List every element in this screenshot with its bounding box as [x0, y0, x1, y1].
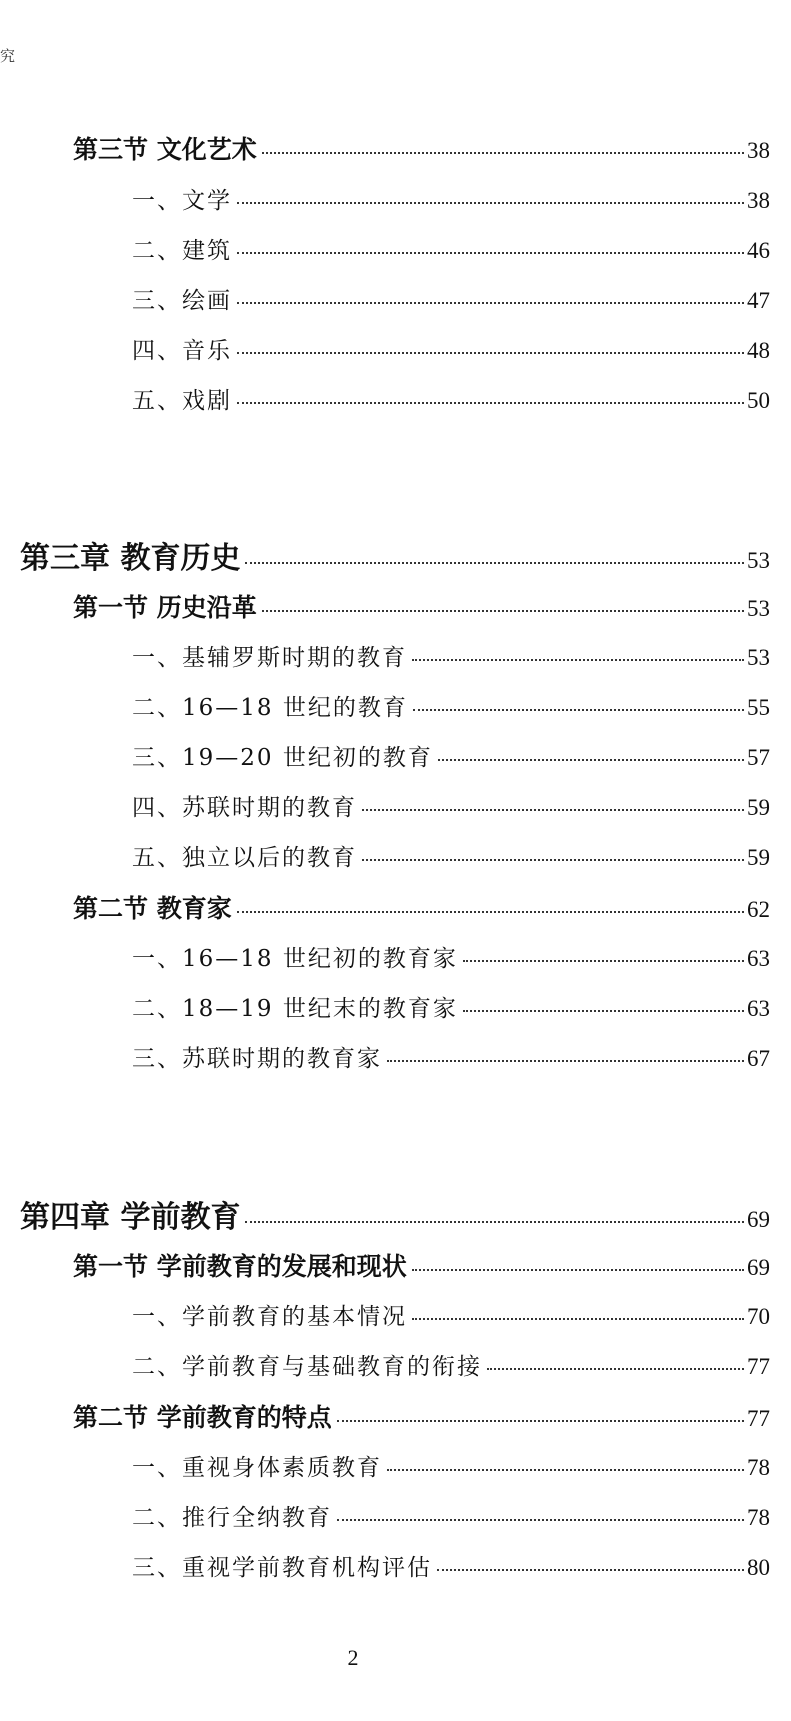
page-number: 2: [347, 1645, 359, 1670]
dot-leader: [337, 1519, 744, 1521]
toc-item-row[interactable]: [132, 1549, 770, 1582]
toc-chapter-title: 第三章 教育历史: [20, 541, 241, 576]
toc-section-title: 第三节 文化艺术: [73, 135, 257, 164]
toc-item-row[interactable]: [132, 789, 770, 822]
toc-section-row[interactable]: [73, 130, 770, 166]
toc-page-number: 53: [747, 645, 770, 670]
toc-section-title: 第二节 教育家: [73, 894, 232, 923]
toc-item-title: 四、苏联时期的教育: [132, 795, 357, 821]
toc-item-row[interactable]: [132, 1348, 770, 1381]
dot-leader: [437, 1569, 744, 1571]
toc-page-number: 62: [747, 897, 770, 922]
toc-item-title: 三、重视学前教育机构评估: [132, 1555, 432, 1581]
toc-item-row[interactable]: [132, 639, 770, 672]
toc-page-number: 38: [747, 138, 770, 163]
toc-item-title: 二、学前教育与基础教育的衔接: [132, 1354, 482, 1380]
toc-page-number: 63: [747, 946, 770, 971]
toc-item-row[interactable]: [132, 382, 770, 415]
toc-item-title: 三、绘画: [132, 288, 232, 314]
toc-page-number: 48: [747, 338, 770, 363]
toc-section-title: 第一节 历史沿革: [73, 593, 257, 622]
toc-page-number: 63: [747, 996, 770, 1021]
dot-leader: [438, 759, 744, 761]
toc-page-number: 53: [747, 548, 770, 573]
toc-item-title: 二、推行全纳教育: [132, 1505, 332, 1531]
toc-item-title: 一、文学: [132, 188, 232, 214]
toc-page-number: 67: [747, 1046, 770, 1071]
running-header-fragment: 究: [0, 47, 16, 65]
toc-item-row[interactable]: [132, 739, 770, 772]
dot-leader: [387, 1060, 744, 1062]
toc-item-row[interactable]: [132, 182, 770, 215]
toc-item-title: 一、16—18 世纪初的教育家: [132, 946, 458, 972]
toc-item-row[interactable]: [132, 839, 770, 872]
dot-leader: [412, 1269, 744, 1271]
dot-leader: [237, 252, 744, 254]
toc-section-row[interactable]: [73, 588, 770, 624]
toc-page-number: 57: [747, 745, 770, 770]
toc-item-row[interactable]: [132, 1298, 770, 1331]
toc-item-row[interactable]: [132, 332, 770, 365]
dot-leader: [387, 1469, 744, 1471]
dot-leader: [413, 709, 744, 711]
toc-page-number: 69: [747, 1207, 770, 1232]
toc-item-title: 五、戏剧: [132, 388, 232, 414]
toc-page-number: 78: [747, 1455, 770, 1480]
dot-leader: [362, 809, 744, 811]
dot-leader: [412, 1318, 744, 1320]
toc-item-row[interactable]: [132, 990, 770, 1023]
toc-item-title: 二、建筑: [132, 238, 232, 264]
dot-leader: [262, 610, 744, 612]
dot-leader: [245, 562, 744, 564]
toc-item-title: 二、18—19 世纪末的教育家: [132, 996, 458, 1022]
toc-item-title: 三、苏联时期的教育家: [132, 1046, 382, 1072]
toc-page-number: 38: [747, 188, 770, 213]
toc-section-row[interactable]: [73, 889, 770, 925]
toc-page-number: 59: [747, 795, 770, 820]
toc-item-title: 一、基辅罗斯时期的教育: [132, 645, 407, 671]
toc-item-title: 四、音乐: [132, 338, 232, 364]
dot-leader: [463, 1010, 744, 1012]
toc-page-number: 80: [747, 1555, 770, 1580]
toc-section-title: 第二节 学前教育的特点: [73, 1403, 332, 1432]
toc-item-row[interactable]: [132, 232, 770, 265]
toc-page-number: 78: [747, 1505, 770, 1530]
dot-leader: [262, 152, 744, 154]
toc-item-title: 二、16—18 世纪的教育: [132, 695, 408, 721]
toc-item-title: 一、重视身体素质教育: [132, 1455, 382, 1481]
toc-item-title: 五、独立以后的教育: [132, 845, 357, 871]
toc-page-number: 46: [747, 238, 770, 263]
toc-section-title: 第一节 学前教育的发展和现状: [73, 1252, 407, 1281]
toc-page-number: 50: [747, 388, 770, 413]
toc-page-number: 70: [747, 1304, 770, 1329]
toc-chapter-title: 第四章 学前教育: [20, 1200, 241, 1235]
dot-leader: [487, 1368, 744, 1370]
toc-item-row[interactable]: [132, 282, 770, 315]
toc-item-row[interactable]: [132, 1040, 770, 1073]
dot-leader: [237, 352, 744, 354]
toc-section-row[interactable]: [73, 1247, 770, 1283]
toc-page-number: 69: [747, 1255, 770, 1280]
toc-chapter-row[interactable]: [20, 1192, 770, 1236]
toc-page-number: 77: [747, 1354, 770, 1379]
toc-page-number: 59: [747, 845, 770, 870]
dot-leader: [237, 202, 744, 204]
dot-leader: [337, 1420, 744, 1422]
toc-page-number: 53: [747, 596, 770, 621]
dot-leader: [237, 302, 744, 304]
toc-item-title: 一、学前教育的基本情况: [132, 1304, 407, 1330]
dot-leader: [237, 911, 744, 913]
toc-item-title: 三、19—20 世纪初的教育: [132, 745, 433, 771]
toc-page-number: 47: [747, 288, 770, 313]
toc-chapter-row[interactable]: [20, 533, 770, 577]
dot-leader: [237, 402, 744, 404]
dot-leader: [412, 659, 744, 661]
toc-page-number: 77: [747, 1406, 770, 1431]
toc-item-row[interactable]: [132, 1449, 770, 1482]
dot-leader: [463, 960, 744, 962]
toc-item-row[interactable]: [132, 940, 770, 973]
dot-leader: [245, 1221, 744, 1223]
toc-item-row[interactable]: [132, 689, 770, 722]
toc-section-row[interactable]: [73, 1398, 770, 1434]
dot-leader: [362, 859, 744, 861]
toc-item-row[interactable]: [132, 1499, 770, 1532]
toc-page-number: 55: [747, 695, 770, 720]
